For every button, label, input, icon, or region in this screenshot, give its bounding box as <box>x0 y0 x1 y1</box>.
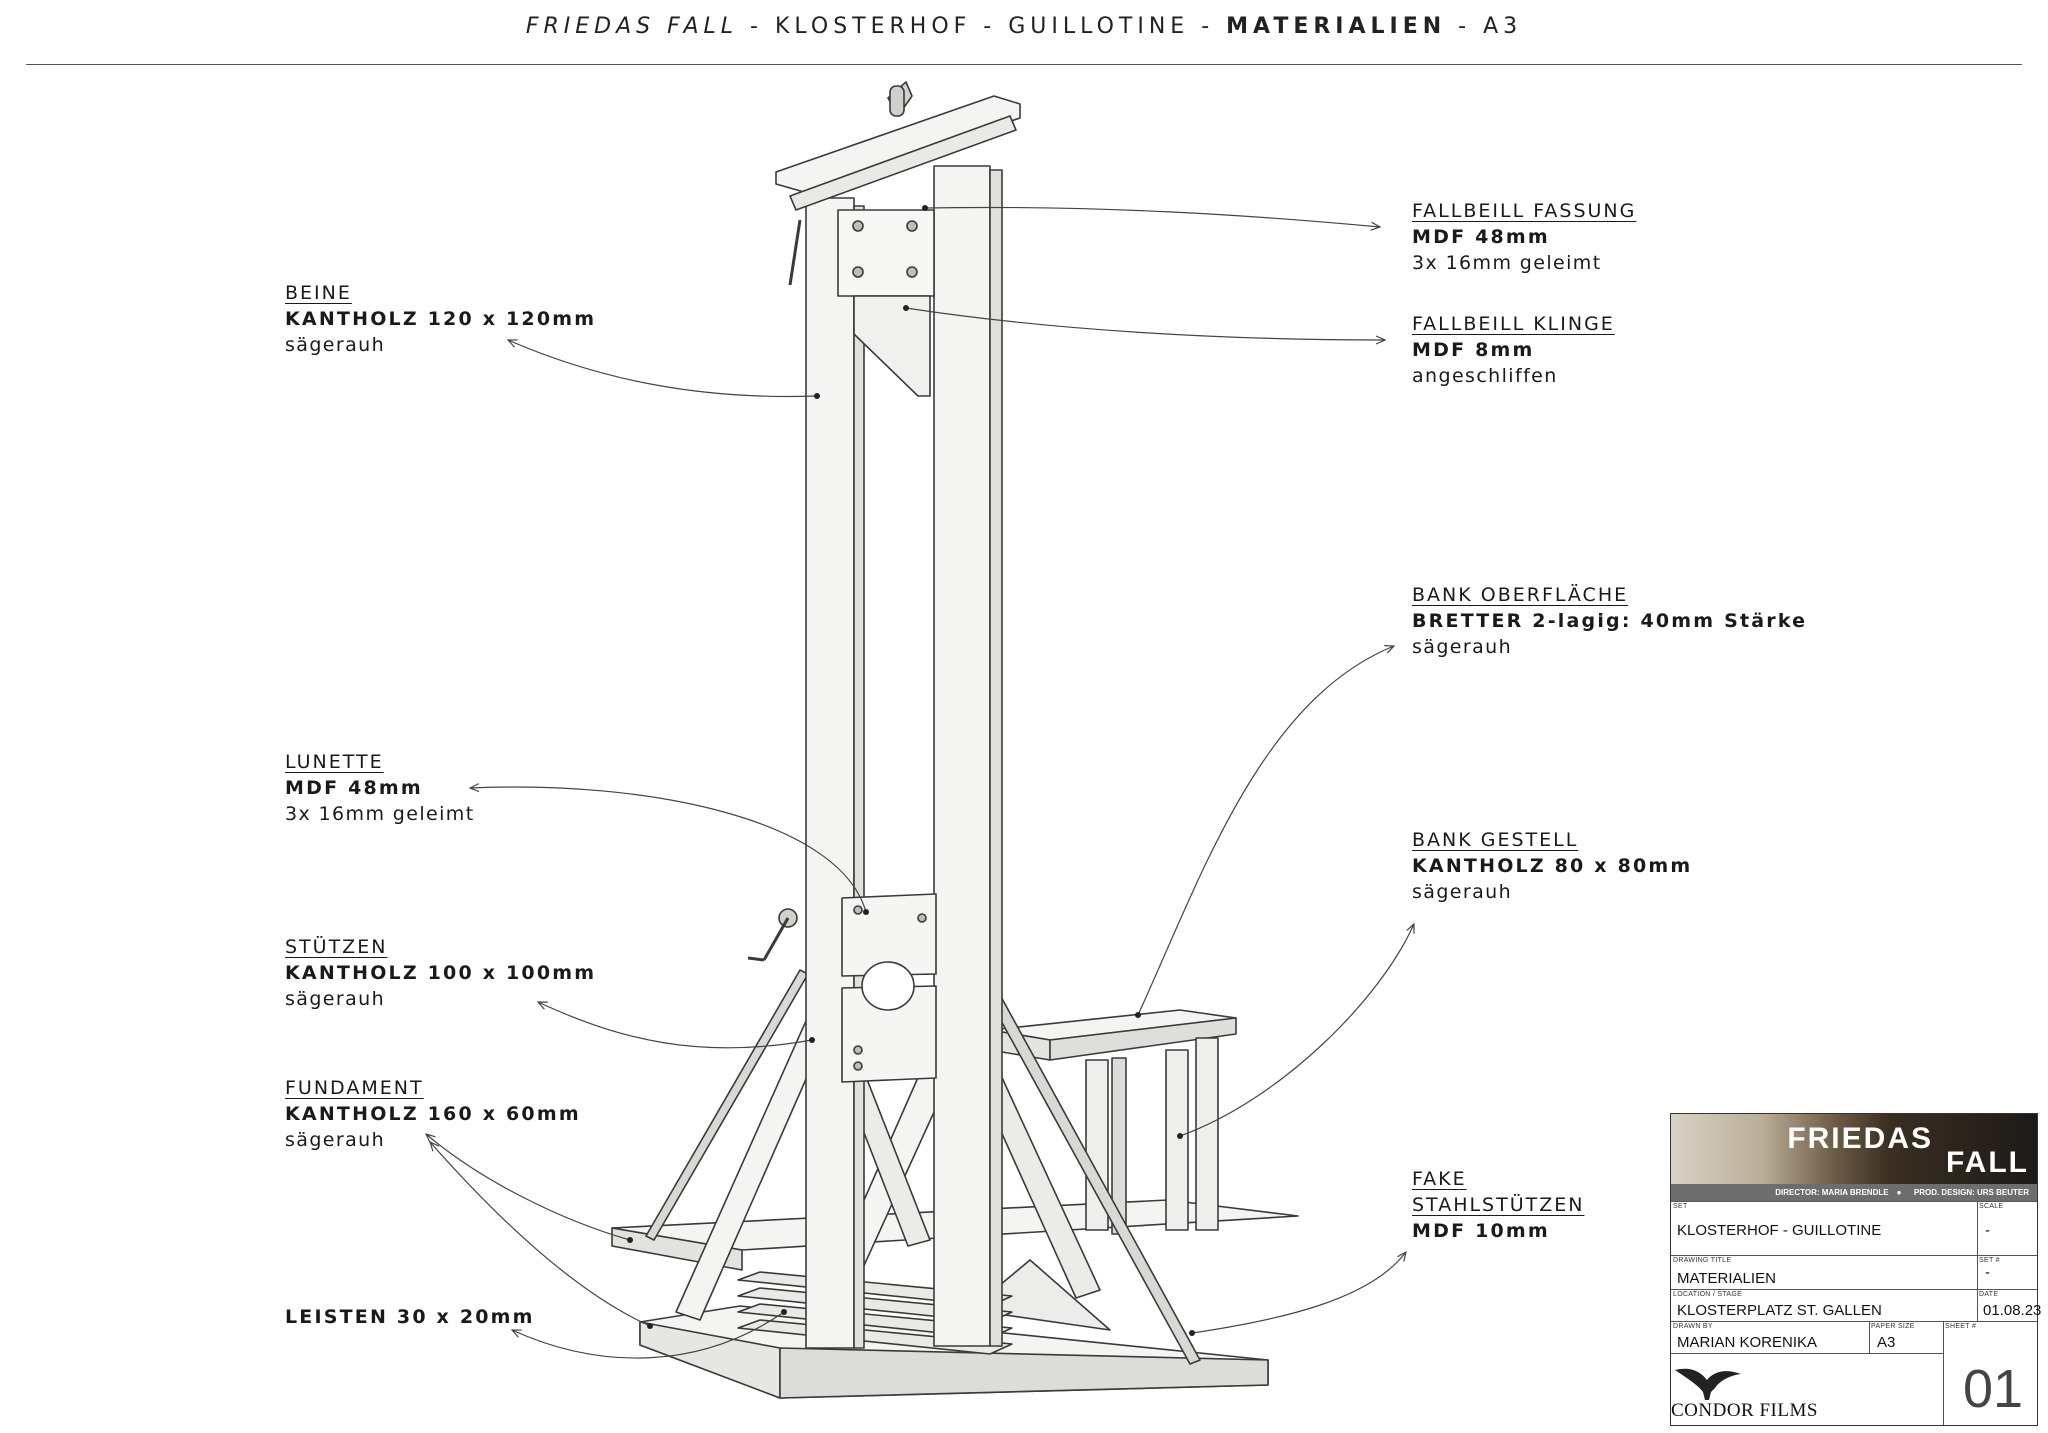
title-block <box>1670 1113 2042 1426</box>
label-title-line1: FAKE <box>1412 1168 1467 1190</box>
label-title: BANK OBERFLÄCHE <box>1412 584 1629 606</box>
title-line1: FRIEDAS <box>1787 1122 1933 1155</box>
set-value: KLOSTERHOF - GUILLOTINE <box>1677 1222 1882 1239</box>
header-drawing-type: MATERIALIEN <box>1226 14 1447 39</box>
label-note: 3x 16mm geleimt <box>285 803 475 825</box>
title-line2: FALL <box>1946 1146 2029 1179</box>
label-fallbeill-fassung <box>1412 198 1636 276</box>
lunette <box>842 894 936 1082</box>
label-material: MDF 48mm <box>1412 226 1550 248</box>
label-note: sägerauh <box>285 1129 386 1151</box>
location-value: KLOSTERPLATZ ST. GALLEN <box>1677 1302 1882 1319</box>
label-title: FALLBEILL FASSUNG <box>1412 200 1637 222</box>
label-title: FUNDAMENT <box>285 1077 424 1099</box>
header-paper: - A3 <box>1446 14 1523 39</box>
set-num-value: - <box>1985 1264 1990 1281</box>
set-num-caption: SET # <box>1979 1257 2000 1264</box>
label-note: sägerauh <box>1412 881 1513 903</box>
divider <box>1977 1201 1978 1321</box>
drawn-by-value: MARIAN KORENIKA <box>1677 1334 1818 1351</box>
label-bank-oberflaeche <box>1412 582 1807 660</box>
location-caption: LOCATION / STAGE <box>1673 1291 1743 1298</box>
sheet-caption: SHEET # <box>1945 1323 1977 1330</box>
label-beine <box>285 280 596 358</box>
label-stuetzen <box>285 934 596 1012</box>
drawing-title-caption: DRAWING TITLE <box>1673 1257 1732 1264</box>
label-material: MDF 8mm <box>1412 339 1535 361</box>
credit-director: DIRECTOR: MARIA BRENDLE <box>1775 1188 1889 1197</box>
scale-value: - <box>1985 1222 1990 1239</box>
label-title: STÜTZEN <box>285 936 388 958</box>
label-bank-gestell <box>1412 827 1692 905</box>
label-title: FALLBEILL KLINGE <box>1412 313 1615 335</box>
set-row <box>1671 1201 2037 1256</box>
label-material: LEISTEN 30 x 20mm <box>285 1306 535 1328</box>
label-fake-stahlstuetzen <box>1412 1166 1584 1244</box>
label-material: MDF 10mm <box>1412 1220 1550 1242</box>
divider <box>1943 1321 1944 1425</box>
header-location: - KLOSTERHOF - GUILLOTINE - <box>738 14 1227 39</box>
title-banner <box>1671 1114 2037 1184</box>
header-project: FRIEDAS FALL <box>525 14 739 39</box>
label-lunette <box>285 749 475 827</box>
condor-icon <box>1673 1362 1743 1402</box>
paper-size-caption: PAPER SIZE <box>1871 1323 1915 1330</box>
set-caption: SET <box>1673 1203 1688 1210</box>
label-note: sägerauh <box>1412 636 1513 658</box>
label-note: sägerauh <box>285 334 386 356</box>
drawn-by-caption: DRAWN BY <box>1673 1323 1713 1330</box>
label-material: KANTHOLZ 120 x 120mm <box>285 308 597 330</box>
location-row <box>1671 1289 2042 1322</box>
company-logo <box>1671 1360 1943 1424</box>
label-title-line2: STAHLSTÜTZEN <box>1412 1194 1585 1216</box>
label-note: angeschliffen <box>1412 365 1558 387</box>
divider <box>1671 1353 1943 1354</box>
label-material: BRETTER 2-lagig: 40mm Stärke <box>1412 610 1808 632</box>
paper-size-value: A3 <box>1877 1334 1896 1351</box>
label-leisten <box>285 1304 535 1330</box>
crank <box>748 909 797 960</box>
date-value: 01.08.23 <box>1983 1302 2042 1319</box>
label-title: BANK GESTELL <box>1412 829 1579 851</box>
drawing-title-value: MATERIALIEN <box>1677 1270 1776 1287</box>
divider <box>1869 1321 1870 1353</box>
label-material: KANTHOLZ 160 x 60mm <box>285 1103 581 1125</box>
credit-separator-icon: ● <box>1896 1188 1902 1197</box>
credit-design: PROD. DESIGN: URS BEUTER <box>1913 1188 2029 1197</box>
label-material: KANTHOLZ 100 x 100mm <box>285 962 597 984</box>
credits-bar <box>1671 1184 2037 1201</box>
label-material: MDF 48mm <box>285 777 423 799</box>
scale-caption: SCALE <box>1979 1203 2004 1210</box>
label-note: 3x 16mm geleimt <box>1412 252 1602 274</box>
company-name: CONDOR FILMS <box>1671 1400 1818 1421</box>
label-fundament <box>285 1075 581 1153</box>
label-note: sägerauh <box>285 988 386 1010</box>
label-fallbeill-klinge <box>1412 311 1615 389</box>
label-title: BEINE <box>285 282 352 304</box>
label-material: KANTHOLZ 80 x 80mm <box>1412 855 1693 877</box>
label-title: LUNETTE <box>285 751 384 773</box>
drawing-title-row <box>1671 1255 2037 1290</box>
sheet-number: 01 <box>1963 1359 2024 1419</box>
date-caption: DATE <box>1979 1291 1999 1298</box>
